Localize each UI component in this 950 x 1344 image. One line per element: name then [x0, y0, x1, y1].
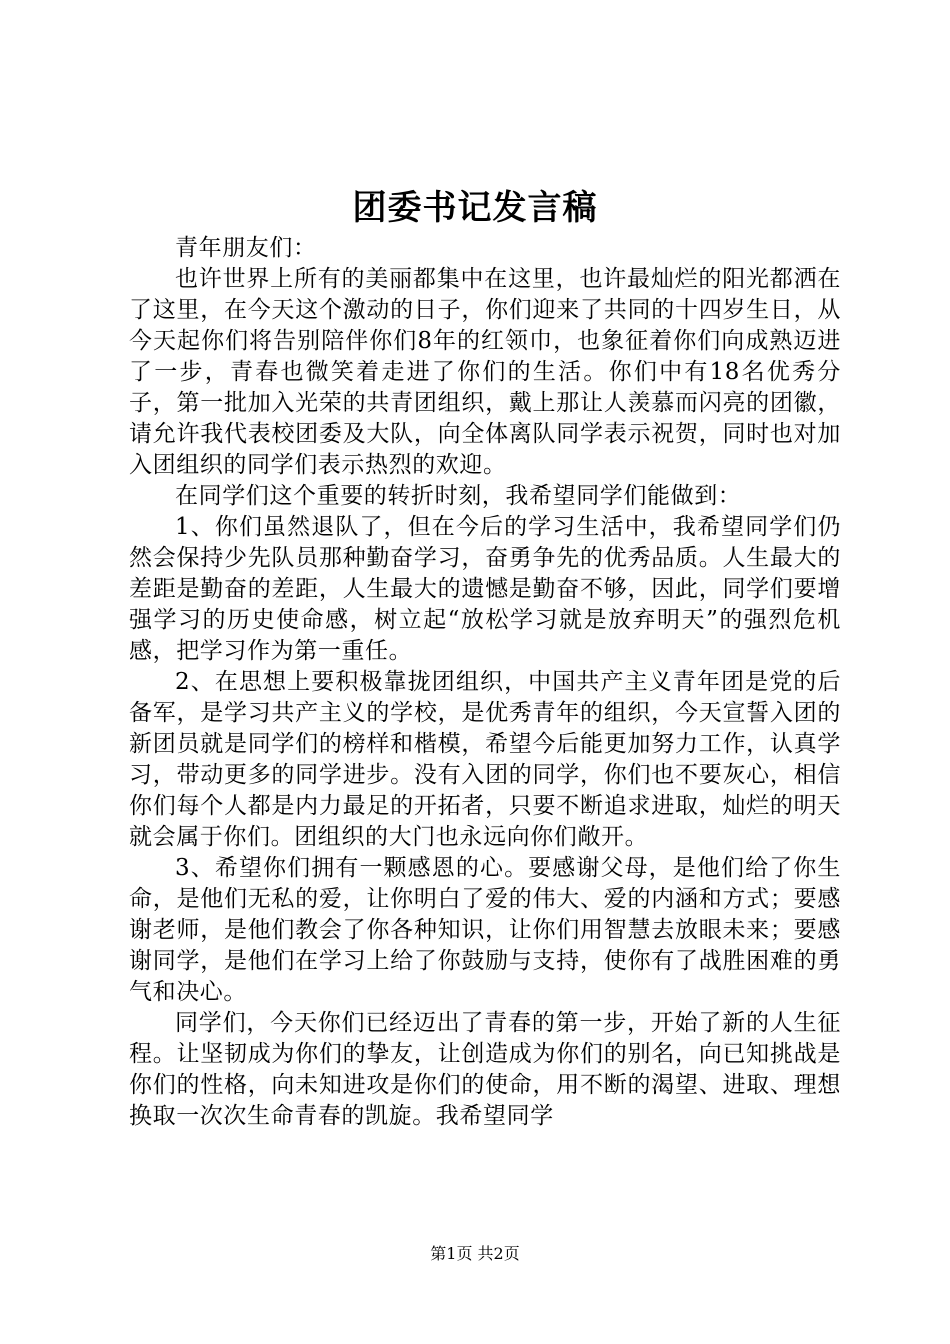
page-number-footer: 第1页 共2页 [430, 1244, 520, 1263]
paragraph-point-3: 3、希望你们拥有一颗感恩的心。要感谢父母，是他们给了你生命，是他们无私的爱，让你明白了爱的伟大、爱的内涵和方式；要感谢老师，是他们教会了你各种知识，让你们用智慧去放眼未来；要感谢同学，是他们在学习上给了你鼓励与支持，使你有了战胜困难的勇气和决心。 [129, 855, 841, 1005]
paragraph-intro: 也许世界上所有的美丽都集中在这里，也许最灿烂的阳光都洒在了这里，在今天这个激动的日子，你们迎来了共同的十四岁生日，从今天起你们将告别陪伴你们8年的红领巾，也象征着你们向成熟迈进了一步，青春也微笑着走进了你们的生活。你们中有18名优秀分子，第一批加入光荣的共青团组织，戴上那让人羡慕而闪亮的团徽，请允许我代表校团委及大队，向全体离队同学表示祝贺，同时也对加入团组织的同学们表示热烈的欢迎。 [129, 266, 841, 478]
paragraph-hopes: 在同学们这个重要的转折时刻，我希望同学们能做到： [175, 483, 742, 509]
document-title: 团委书记发言稿 [352, 188, 598, 228]
paragraph-closing: 同学们，今天你们已经迈出了青春的第一步，开始了新的人生征程。让坚韧成为你们的挚友，让创造成为你们的别名，向已知挑战是你们的性格，向未知进攻是你们的使命，用不断的渴望、进取、理想换取一次次生命青春的凯旋。我希望同学 [129, 1010, 841, 1129]
salutation: 青年朋友们： [175, 235, 317, 261]
paragraph-point-1: 1、你们虽然退队了，但在今后的学习生活中，我希望同学们仍然会保持少先队员那种勤奋学习，奋勇争先的优秀品质。人生最大的差距是勤奋的差距，人生最大的遗憾是勤奋不够，因此，同学们要增强学习的历史使命感，树立起“放松学习就是放弃明天”的强烈危机感，把学习作为第一重任。 [129, 514, 841, 664]
document-body [129, 233, 841, 1132]
paragraph-point-2: 2、在思想上要积极靠拢团组织，中国共产主义青年团是党的后备军，是学习共产主义的学校，是优秀青年的组织，今天宣誓入团的新团员就是同学们的榜样和楷模，希望今后能更加努力工作，认真学习，带动更多的同学进步。没有入团的同学，你们也不要灰心，相信你们每个人都是内力最足的开拓者，只要不断追求进取，灿烂的明天就会属于你们。团组织的大门也永远向你们敞开。 [129, 669, 841, 850]
